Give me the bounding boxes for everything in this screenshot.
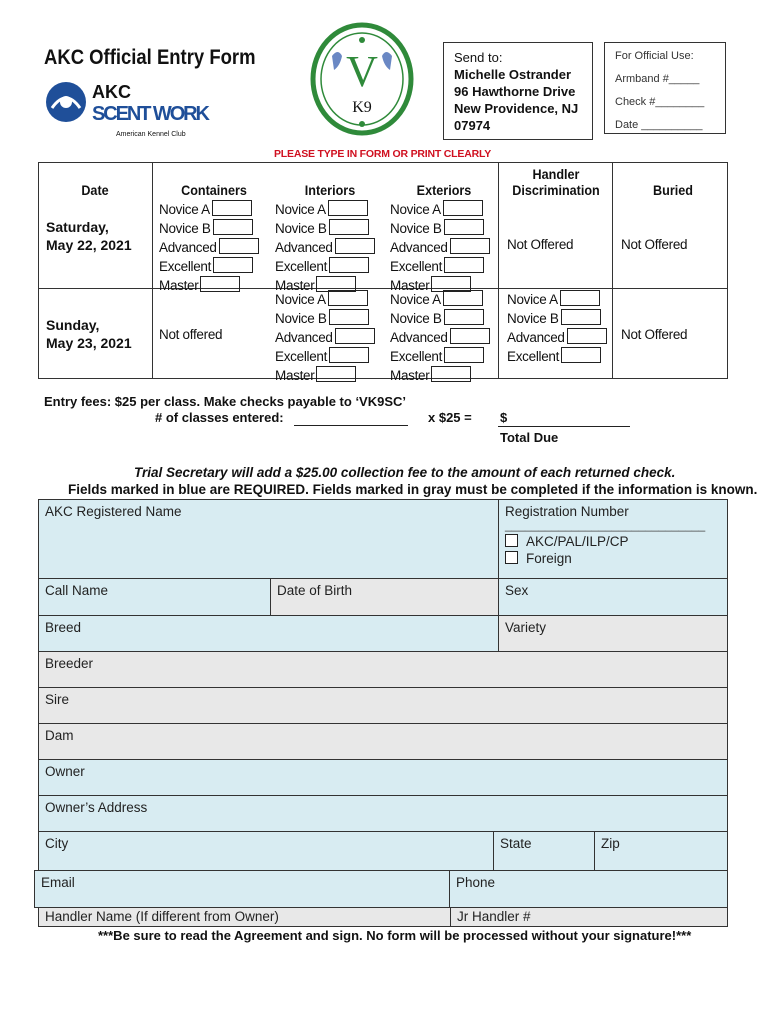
breeder-label: Breeder [45,656,94,671]
class-option-label: Novice A [390,202,441,217]
class-option-label: Novice A [507,292,558,307]
class-option [159,219,259,238]
class-option-label: Advanced [275,240,333,255]
logo-org-text: American Kennel Club [116,131,186,138]
day2-date [46,316,132,352]
akc-registered-name-label: AKC Registered Name [45,504,182,519]
class-option [275,200,375,219]
class-entry-box[interactable] [444,347,484,363]
send-to-zip: 07974 [454,118,491,133]
class-entry-box[interactable] [328,200,368,216]
class-option-label: Novice A [390,292,441,307]
class-option-label: Master [390,368,430,383]
class-option-label: Novice B [275,221,327,236]
sire-label: Sire [45,692,70,707]
send-to-label: Send to: [454,50,503,65]
collection-fee-note: Trial Secretary will add a $25.00 collection fee to the amount of each returned check. [134,465,676,480]
class-entry-box[interactable] [431,366,471,382]
class-option [159,257,259,276]
day2-date-text: May 23, 2021 [46,335,132,351]
breeder-field[interactable] [38,651,728,688]
sire-field[interactable] [38,687,728,724]
class-option [507,309,607,328]
phone-label: Phone [456,875,496,890]
class-option [275,257,375,276]
print-clearly-notice: PLEASE TYPE IN FORM OR PRINT CLEARLY [274,148,492,160]
class-entry-box[interactable] [329,309,369,325]
city-field[interactable] [38,831,494,871]
owner-field[interactable] [38,759,728,796]
class-option [275,366,375,385]
class-option [390,347,490,366]
class-option [390,200,490,219]
day2-exteriors [390,290,490,385]
header-buried: Buried [653,182,693,198]
class-entry-box[interactable] [443,200,483,216]
foreign-label: Foreign [526,551,572,566]
total-due-label: Total Due [500,430,559,445]
email-label: Email [41,875,75,890]
official-use-box [604,42,726,134]
send-to-street: 96 Hawthorne Drive [454,84,576,99]
class-option-label: Novice A [275,292,326,307]
dam-label: Dam [45,728,74,743]
class-option-label: Novice B [275,311,327,326]
day1-interiors [275,200,375,295]
city-label: City [45,836,69,851]
header-exteriors: Exteriors [416,182,472,198]
class-entry-box[interactable] [213,219,253,235]
akc-scent-work-logo [44,78,214,140]
registration-number-label: Registration Number [505,504,629,519]
check-field: Check #________ [615,96,705,108]
class-option-label: Advanced [275,330,333,345]
class-option [507,290,607,309]
signature-warning: ***Be sure to read the Agreement and sign. No form will be processed without your signature!*** [98,928,692,943]
email-field[interactable] [34,870,450,908]
header-handler-line2: Discrimination [512,182,600,198]
jr-handler-label: Jr Handler # [457,909,531,924]
day2-containers-not-offered: Not offered [159,327,223,342]
classes-entered-line[interactable] [294,425,408,426]
class-option [275,290,375,309]
class-entry-box[interactable] [335,328,375,344]
class-option [275,219,375,238]
class-option-label: Master [275,368,315,383]
owner-address-field[interactable] [38,795,728,832]
jr-handler-field[interactable] [450,907,728,927]
class-option [390,219,490,238]
state-label: State [500,836,532,851]
armband-field: Armband #_____ [615,73,700,85]
day2-buried-not-offered: Not Offered [621,327,688,342]
class-entry-box[interactable] [219,238,259,254]
class-option-label: Novice A [159,202,210,217]
total-due-line[interactable] [498,426,630,427]
class-option-label: Master [159,278,199,293]
day2-interiors [275,290,375,385]
registration-number-line: ______________________________ [505,518,706,532]
send-to-name: Michelle Ostrander [454,67,572,82]
class-option [159,276,259,295]
fees-line: Entry fees: $25 per class. Make checks payable to ‘VK9SC’ [44,394,407,409]
crest-k9: K9 [352,99,372,116]
breed-label: Breed [45,620,82,635]
class-option-label: Novice B [390,221,442,236]
day1-date-text: May 22, 2021 [46,237,132,253]
akc-pal-label: AKC/PAL/ILP/CP [526,534,629,549]
logo-akc-text: AKC [92,82,131,102]
dam-field[interactable] [38,723,728,760]
class-option-label: Excellent [390,349,443,364]
class-entry-box[interactable] [335,238,375,254]
class-option-label: Novice A [275,202,326,217]
form-title: AKC Official Entry Form [44,46,256,69]
class-option [507,328,607,347]
day1-label: Saturday, [46,219,109,235]
owner-label: Owner [45,764,85,779]
akc-pal-checkbox[interactable] [505,534,518,547]
class-option [159,200,259,219]
class-option-label: Novice B [159,221,211,236]
header-handler [507,166,604,198]
zip-field[interactable] [594,831,728,871]
required-fields-note: Fields marked in blue are REQUIRED. Fields marked in gray must be completed if the information is known. [68,482,758,497]
dollar-sign: $ [500,410,508,425]
class-option-label: Master [275,278,315,293]
header-handler-line1: Handler [532,166,580,182]
class-option-label: Novice B [390,311,442,326]
class-option-label: Advanced [159,240,217,255]
day2-handler [507,290,607,366]
handler-name-label: Handler Name (If different from Owner) [45,909,279,924]
class-option-label: Novice B [507,311,559,326]
send-to-box [443,42,593,140]
breed-field[interactable] [38,615,499,652]
class-option [275,328,375,347]
call-name-field[interactable] [38,578,271,616]
variety-label: Variety [505,620,547,635]
class-entry-box[interactable] [213,257,253,273]
official-use-label: For Official Use: [615,50,694,62]
class-option-label: Master [390,278,430,293]
sex-label: Sex [505,583,529,598]
akc-registered-name-field[interactable] [38,499,499,579]
date-of-birth-field[interactable] [270,578,499,616]
class-option-label: Excellent [390,259,443,274]
class-entry-box[interactable] [444,219,484,235]
day1-containers [159,200,259,295]
vk9-crest-logo [310,22,414,136]
phone-field[interactable] [449,870,728,908]
class-option-label: Excellent [275,349,328,364]
handler-name-field[interactable] [38,907,451,927]
class-entry-box[interactable] [450,328,490,344]
header-containers: Containers [181,182,247,198]
classes-entered-label: # of classes entered: [155,410,284,425]
fee-multiplier: x $25 = [428,410,472,425]
registration-number-field[interactable] [498,499,728,579]
class-entry-box[interactable] [567,328,607,344]
class-option [390,309,490,328]
header-date: Date [81,182,109,198]
class-entry-box[interactable] [444,257,484,273]
class-entry-box[interactable] [444,309,484,325]
day1-buried-not-offered: Not Offered [621,237,688,252]
class-option [275,238,375,257]
day1-exteriors [390,200,490,295]
variety-field[interactable] [498,615,728,652]
day1-date [46,218,132,254]
class-option [390,257,490,276]
entry-fees [44,394,406,410]
class-entry-box[interactable] [316,366,356,382]
state-field[interactable] [493,831,595,871]
class-option-label: Excellent [159,259,212,274]
class-option [390,238,490,257]
class-option [275,347,375,366]
class-entry-box[interactable] [560,290,600,306]
day1-handler-not-offered: Not Offered [507,237,574,252]
class-entry-box[interactable] [200,276,240,292]
class-option [390,290,490,309]
send-to-city: New Providence, NJ [454,101,579,116]
class-entry-box[interactable] [329,257,369,273]
class-entry-box[interactable] [561,309,601,325]
class-option [390,328,490,347]
owner-address-label: Owner’s Address [45,800,148,815]
day2-label: Sunday, [46,317,100,333]
class-option-label: Excellent [507,349,560,364]
call-name-label: Call Name [45,583,109,598]
class-entry-box[interactable] [450,238,490,254]
class-option [390,366,490,385]
class-entry-box[interactable] [443,290,483,306]
class-option-label: Advanced [390,330,448,345]
class-option [159,238,259,257]
class-option-label: Advanced [507,330,565,345]
sex-field[interactable] [498,578,728,616]
class-entry-box[interactable] [329,219,369,235]
class-option [275,309,375,328]
class-option-label: Excellent [275,259,328,274]
class-entry-box[interactable] [329,347,369,363]
logo-scent-text: SCENT WORK [92,103,210,125]
zip-label: Zip [601,836,620,851]
foreign-checkbox[interactable] [505,551,518,564]
crest-letter: V [346,47,378,96]
class-option-label: Advanced [390,240,448,255]
class-entry-box[interactable] [328,290,368,306]
class-option [507,347,607,366]
date-of-birth-label: Date of Birth [277,583,353,598]
header-interiors: Interiors [304,182,356,198]
official-date-field: Date __________ [615,119,703,131]
class-entry-box[interactable] [212,200,252,216]
class-entry-box[interactable] [561,347,601,363]
